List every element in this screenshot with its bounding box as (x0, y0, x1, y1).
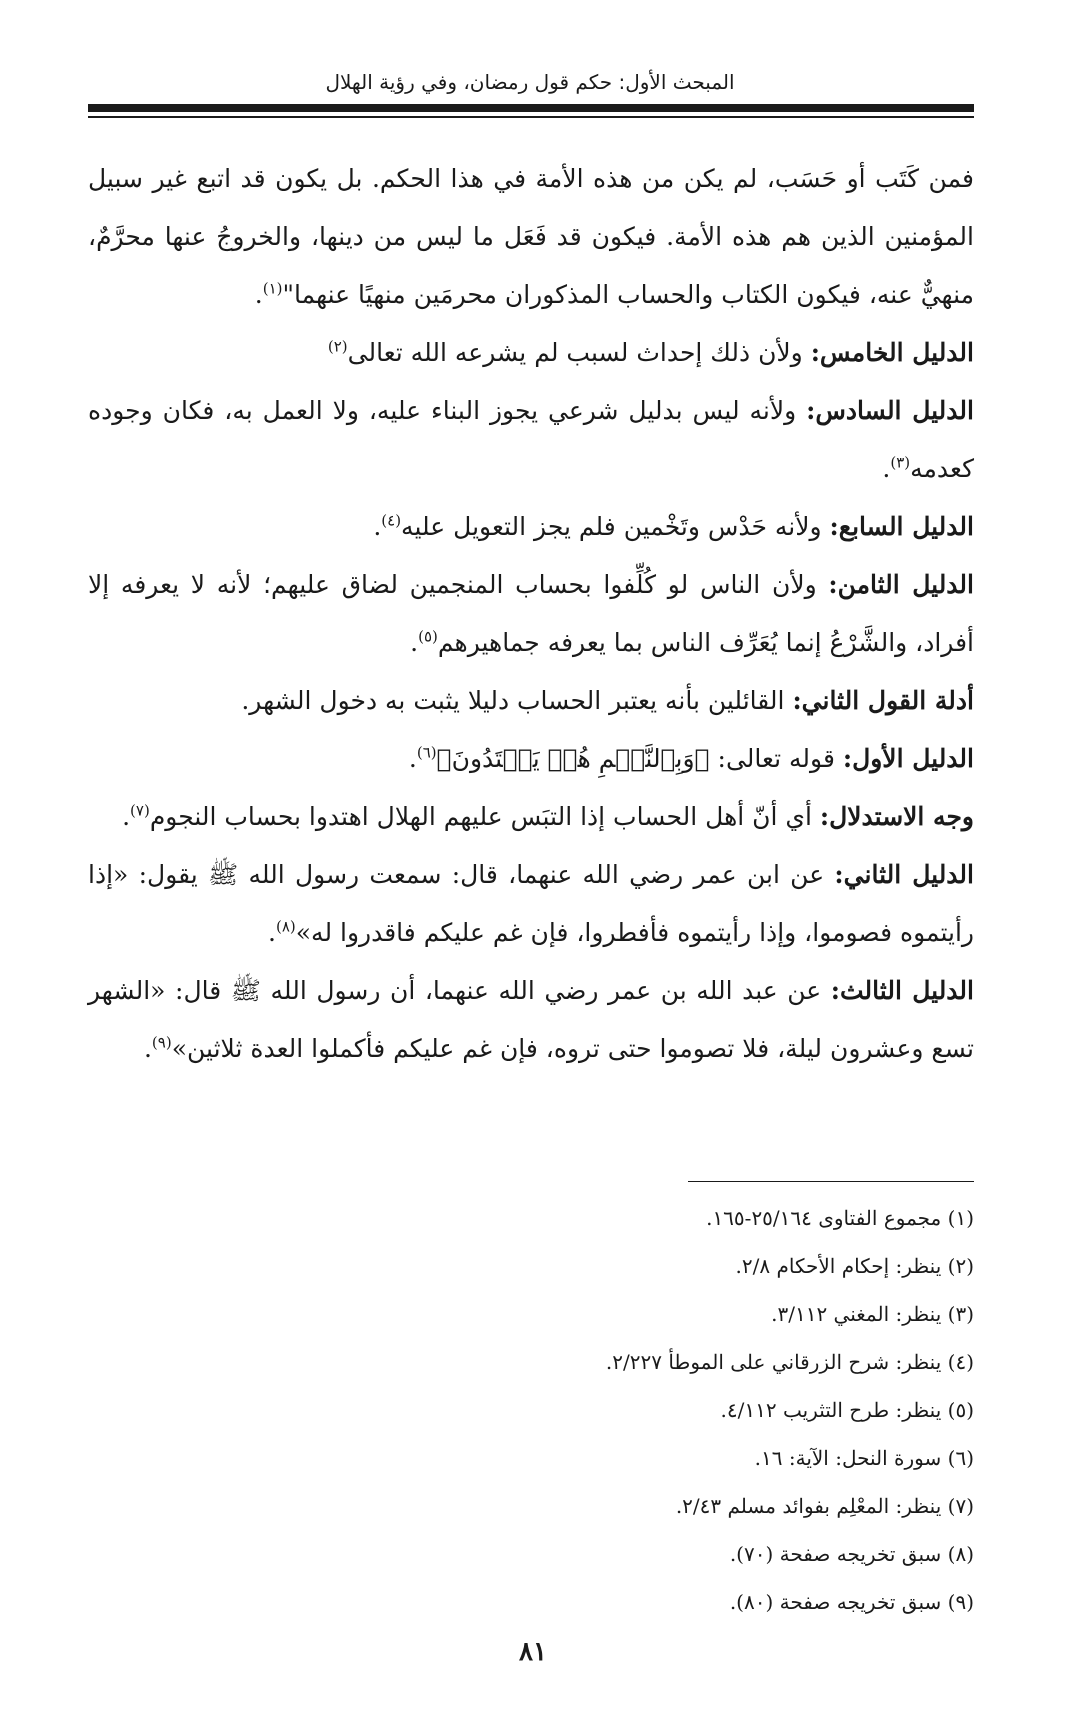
footnote: (٩) سبق تخريجه صفحة (٨٠). (729, 1590, 974, 1614)
paragraph-text: أي أنّ أهل الحساب إذا التبَس عليهم الهلال اهتدوا بحساب النجوم (149, 802, 820, 831)
footnote-ref-2: (٢) (327, 337, 348, 356)
evidence-label: وجه الاستدلال: (819, 802, 974, 831)
page-number: ٨١ (519, 1637, 547, 1667)
quran-verse: قوله تعالى: ﴿وَبِٱلنَّجۡمِ هُمۡ يَهۡتَدُونَ﴾ (436, 744, 843, 773)
paragraph-evidence-second (88, 846, 974, 962)
paragraph-end: . (143, 1034, 152, 1063)
footnote: (٤) ينظر: شرح الزرقاني على الموطأ ٢/٢٢٧. (605, 1350, 974, 1374)
paragraph-evidence-8 (88, 556, 974, 672)
paragraph-text: ولأن الناس لو كُلِّفوا بحساب المنجمين لضاق عليهم؛ لأنه لا يعرفه إلا أفراد، والشَّرْعُ إنما يُعَرِّف الناس بما يعرفه جماهيرهم (88, 570, 974, 657)
paragraph-evidence-7 (88, 498, 974, 556)
section-label: أدلة القول الثاني: (792, 686, 974, 715)
footnote: (٥) ينظر: طرح التثريب ٤/١١٢. (720, 1398, 974, 1422)
paragraph-end: . (882, 454, 891, 483)
footnote-ref-4: (٤) (381, 511, 402, 530)
footnote: (١) مجموع الفتاوى ٢٥/١٦٤-١٦٥. (706, 1206, 974, 1230)
evidence-label: الدليل الأول: (842, 744, 974, 773)
footnote-ref-5: (٥) (418, 627, 438, 646)
evidence-label: الدليل الخامس: (810, 338, 974, 367)
footnote-separator (688, 1181, 974, 1182)
paragraph-evidence-first (88, 730, 974, 788)
paragraph-text: ولأنه حَدْس وتَخْمين فلم يجز التعويل عليه (401, 512, 830, 541)
paragraph-evidence-6 (88, 382, 974, 498)
running-header: المبحث الأول: حكم قول رمضان، وفي رؤية الهلال (325, 70, 735, 94)
evidence-label: الدليل الثاني: (834, 860, 974, 889)
paragraph-text: القائلين بأنه يعتبر الحساب دليلا يثبت به دخول الشهر. (241, 686, 793, 715)
header-rule-thick (88, 104, 974, 112)
footnote-ref-6: (٦) (416, 743, 437, 762)
evidence-label: الدليل الثامن: (828, 570, 974, 599)
paragraph-text: ولأن ذلك إحداث لسبب لم يشرعه الله تعالى (347, 338, 811, 367)
paragraph-end: . (268, 918, 276, 947)
evidence-label: الدليل السادس: (806, 396, 974, 425)
hadith-text: عن عبد الله بن عمر رضي الله عنهما، أن رسول الله ﷺ قال: «الشهر تسع وعشرون ليلة، فلا تصوموا حتى تروه، فإن غم عليكم فأكملوا العدة ثلاثين» (88, 976, 974, 1063)
footnote: (٣) ينظر: المغني ٣/١١٢. (771, 1302, 974, 1326)
footnote: (٨) سبق تخريجه صفحة (٧٠). (729, 1542, 974, 1566)
header-rule-thin (88, 116, 974, 118)
footnote-ref-7: (٧) (130, 801, 150, 820)
paragraph-second-opinion-heading (88, 672, 974, 730)
paragraph-end: . (410, 628, 419, 657)
paragraph-end: . (254, 280, 263, 309)
paragraph-evidence-5 (88, 324, 974, 382)
footnote-ref-3: (٣) (890, 453, 911, 472)
body-text (88, 150, 974, 1078)
paragraph-inference (88, 788, 974, 846)
paragraph-end: . (122, 802, 131, 831)
paragraph-end: . (373, 512, 382, 541)
paragraph-text: ولأنه ليس بدليل شرعي يجوز البناء عليه، ولا العمل به، فكان وجوده كعدمه (88, 396, 974, 483)
footnote-ref-8: (٨) (275, 917, 296, 936)
footnote: (٧) ينظر: المعْلِم بفوائد مسلم ٢/٤٣. (675, 1494, 974, 1518)
footnotes (88, 1194, 974, 1626)
footnote-ref-1: (١) (262, 279, 283, 298)
footnote: (٦) سورة النحل: الآية: ١٦. (754, 1446, 974, 1470)
evidence-label: الدليل السابع: (829, 512, 974, 541)
evidence-label: الدليل الثالث: (830, 976, 974, 1005)
paragraph-quote-continuation (88, 150, 974, 324)
footnote-ref-9: (٩) (151, 1033, 172, 1052)
paragraph-text: فمن كَتَب أو حَسَب، لم يكن من هذه الأمة في هذا الحكم. بل يكون قد اتبع غير سبيل المؤمنين الذين هم هذه الأمة. فيكون قد فَعَل ما ليس من دينها، والخروجُ عنها محرَّمٌ، منهيٌّ عنه، فيكون الكتاب والحساب المذكوران محرمَين منهيًا عنهما" (88, 164, 974, 309)
hadith-text: عن ابن عمر رضي الله عنهما، قال: سمعت رسول الله ﷺ يقول: «إذا رأيتموه فصوموا، وإذا رأيتموه فأفطروا، فإن غم عليكم فاقدروا له» (88, 860, 974, 947)
footnote: (٢) ينظر: إحكام الأحكام ٢/٨. (735, 1254, 974, 1278)
paragraph-evidence-third (88, 962, 974, 1078)
paragraph-end: . (408, 744, 417, 773)
